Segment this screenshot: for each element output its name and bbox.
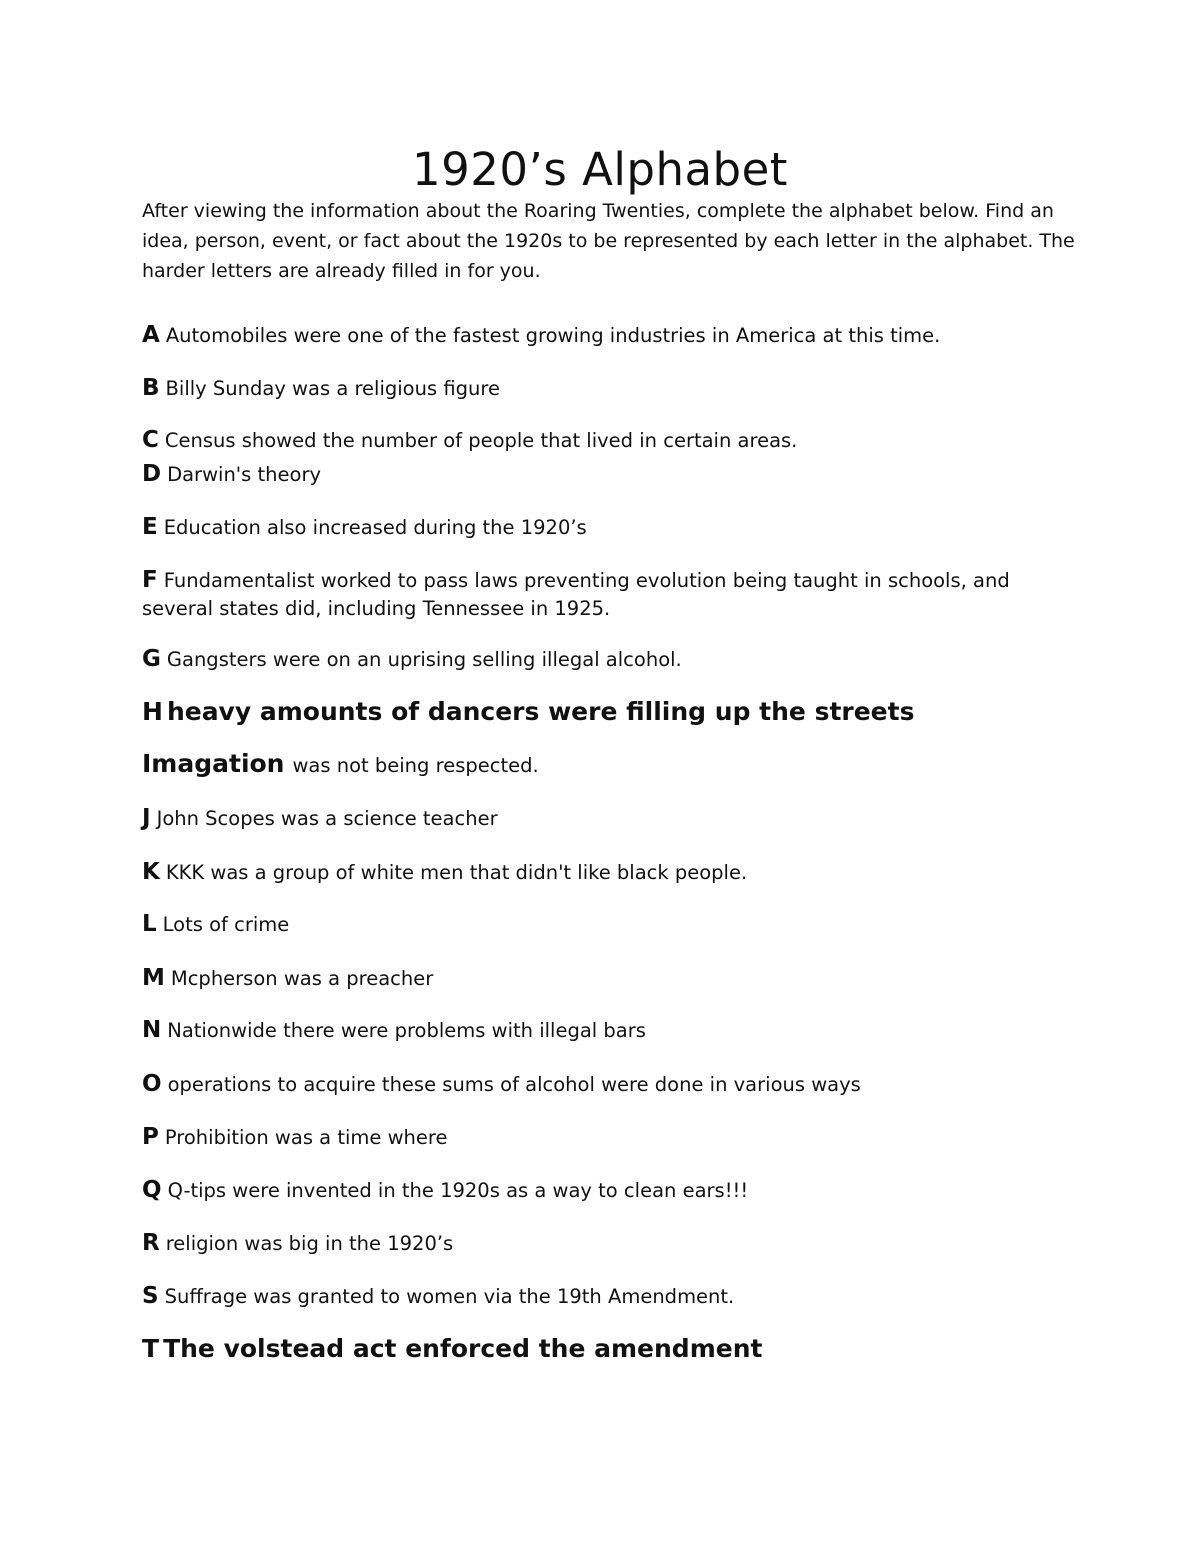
entry-letter: J bbox=[142, 805, 151, 831]
entry-m bbox=[142, 964, 1072, 993]
entry-n bbox=[142, 1016, 1072, 1045]
entry-text: Darwin's theory bbox=[167, 463, 322, 486]
entry-text: operations to acquire these sums of alcohol were done in various ways bbox=[167, 1073, 861, 1096]
entry-letter: T bbox=[142, 1334, 160, 1363]
entry-text: Billy Sunday was a religious figure bbox=[165, 377, 500, 400]
entry-o bbox=[142, 1070, 1072, 1099]
entry-letter: D bbox=[142, 461, 162, 487]
entry-text: Census showed the number of people that lived in certain areas. bbox=[164, 429, 798, 452]
entry-p bbox=[142, 1123, 1072, 1152]
entry-text: Prohibition was a time where bbox=[164, 1126, 448, 1149]
entry-text: Gangsters were on an uprising selling illegal alcohol. bbox=[166, 648, 682, 671]
entry-letter: E bbox=[142, 514, 158, 540]
entry-letter: R bbox=[142, 1230, 160, 1256]
entry-letter: P bbox=[142, 1124, 159, 1150]
entry-text: Fundamentalist worked to pass laws preventing evolution being taught in schools, and several states did, including Tennessee in 1925. bbox=[142, 569, 1010, 620]
entry-letter: M bbox=[142, 965, 165, 991]
entry-t bbox=[142, 1333, 1072, 1365]
entry-text: Suffrage was granted to women via the 19th Amendment. bbox=[164, 1285, 735, 1308]
entry-letter: O bbox=[142, 1071, 162, 1097]
entry-text: was not being respected. bbox=[292, 754, 539, 777]
entry-e bbox=[142, 513, 1072, 542]
entry-i bbox=[142, 750, 1072, 780]
entry-letter: G bbox=[142, 646, 161, 672]
entry-text: Lots of crime bbox=[162, 913, 290, 936]
entry-text: KKK was a group of white men that didn't like black people. bbox=[165, 861, 748, 884]
entry-letter: S bbox=[142, 1283, 159, 1309]
entry-letter: F bbox=[142, 567, 158, 593]
entry-text: Automobiles were one of the fastest growing industries in America at this time. bbox=[165, 324, 941, 347]
entry-r bbox=[142, 1229, 1072, 1258]
entry-text: Q-tips were invented in the 1920s as a way to clean ears!!! bbox=[167, 1179, 749, 1202]
entry-text: Mcpherson was a preacher bbox=[170, 967, 434, 990]
entry-text: John Scopes was a science teacher bbox=[156, 807, 498, 830]
entry-text: Nationwide there were problems with illegal bars bbox=[167, 1019, 646, 1042]
entry-letter: C bbox=[142, 427, 159, 453]
entry-letter: L bbox=[142, 911, 157, 937]
entry-letter: K bbox=[142, 859, 160, 885]
instructions-paragraph: After viewing the information about the Roaring Twenties, complete the alphabet below. Find an idea, person, event, or fact about the 1920s to be represented by each letter in the alphabet. The harder letters are already filled in for you. bbox=[142, 200, 1075, 282]
entry-j bbox=[142, 804, 1072, 833]
entry-s bbox=[142, 1282, 1072, 1311]
entry-d bbox=[142, 460, 1072, 489]
entry-k bbox=[142, 858, 1072, 887]
entry-letter: Imagation bbox=[142, 749, 285, 778]
entry-letter: B bbox=[142, 375, 160, 401]
entry-text: The volstead act enforced the amendment bbox=[163, 1334, 763, 1363]
page-title: 1920’s Alphabet bbox=[412, 143, 788, 196]
entry-text: Education also increased during the 1920’s bbox=[163, 516, 587, 539]
entry-text: heavy amounts of dancers were filling up the streets bbox=[166, 697, 915, 726]
entry-g bbox=[142, 645, 1072, 674]
entry-b bbox=[142, 374, 1072, 403]
entry-c bbox=[142, 426, 1072, 455]
entry-a bbox=[142, 321, 1072, 350]
entry-letter: Q bbox=[142, 1177, 162, 1203]
entry-f bbox=[142, 566, 1072, 623]
entry-letter: H bbox=[142, 697, 163, 726]
entry-text: religion was big in the 1920’s bbox=[165, 1232, 454, 1255]
entry-q bbox=[142, 1176, 1072, 1205]
entry-letter: N bbox=[142, 1017, 162, 1043]
entry-letter: A bbox=[142, 322, 160, 348]
entry-h bbox=[142, 696, 1072, 728]
entry-l bbox=[142, 910, 1072, 939]
